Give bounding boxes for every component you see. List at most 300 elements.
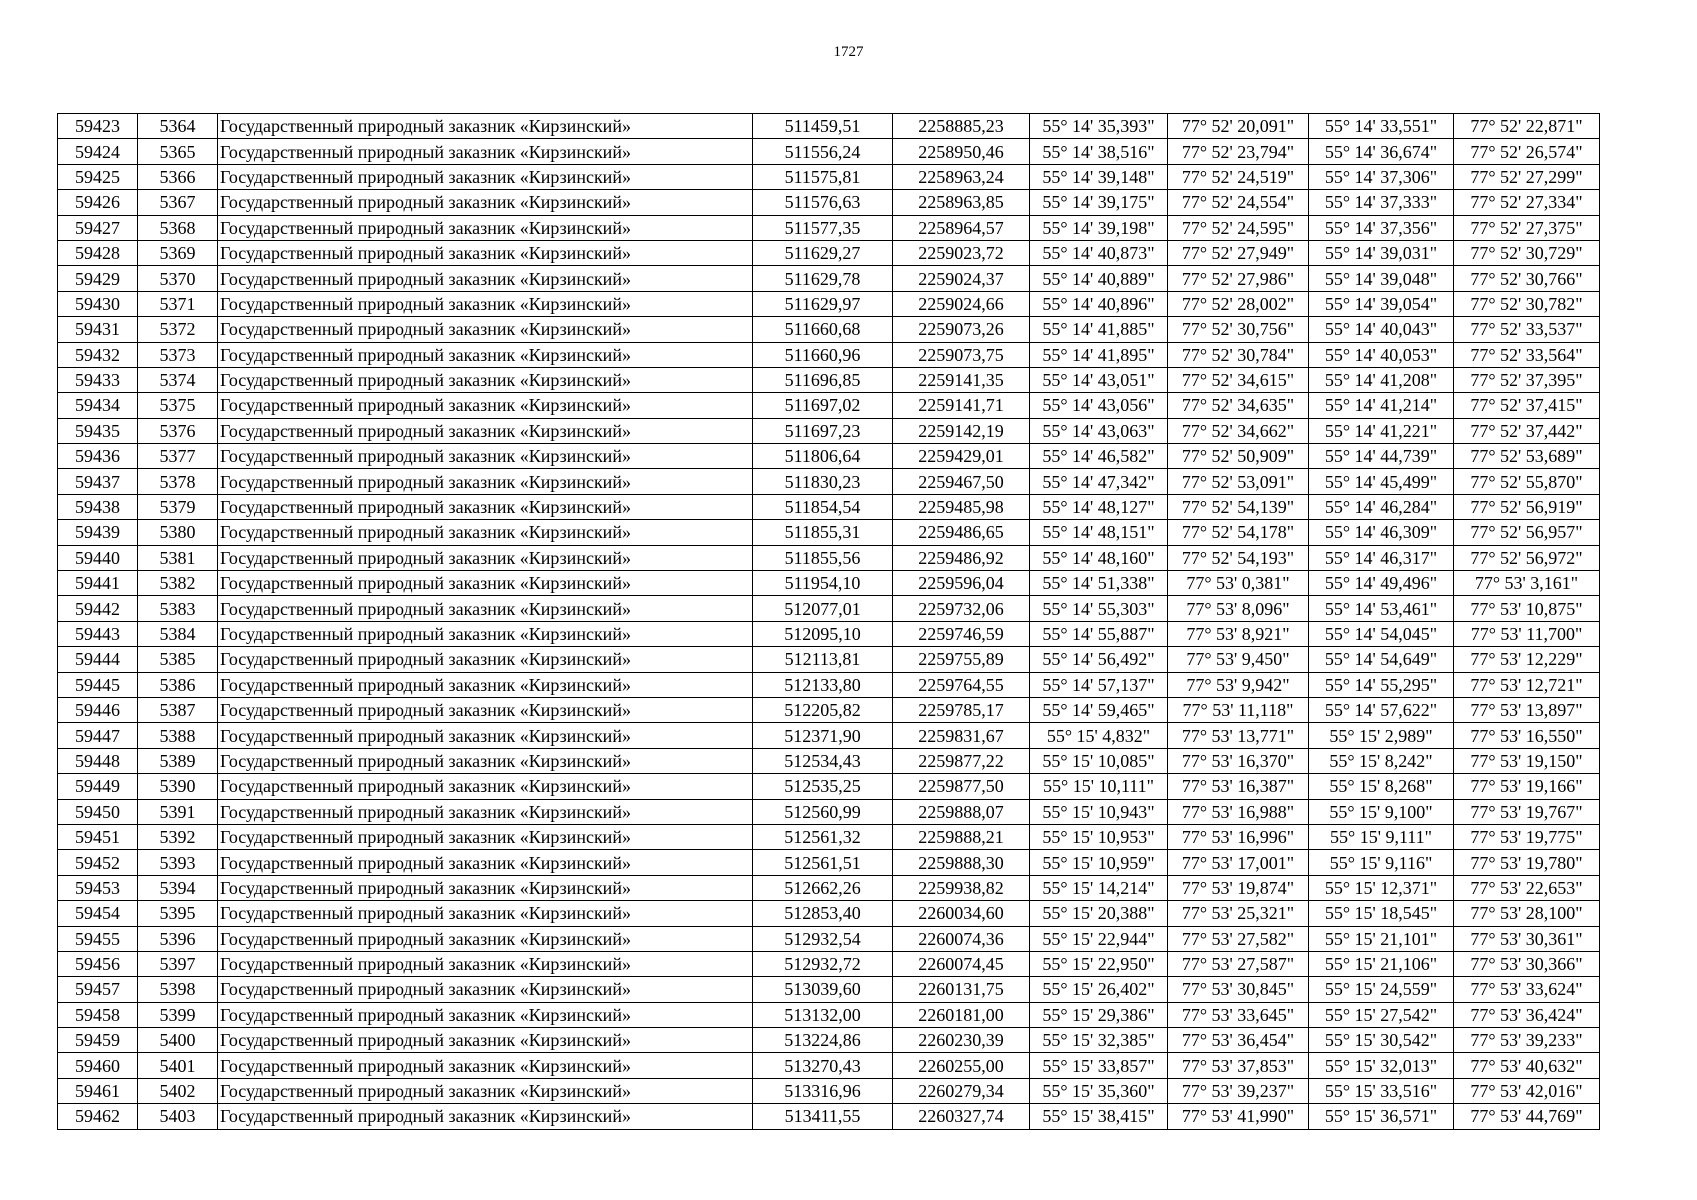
object-name-cell: Государственный природный заказник «Кирзинский»: [218, 520, 753, 545]
longitude-1-cell: 77° 52' 54,193": [1168, 545, 1309, 570]
object-name-cell: Государственный природный заказник «Кирзинский»: [218, 418, 753, 443]
object-name-cell: Государственный природный заказник «Кирзинский»: [218, 824, 753, 849]
x-coordinate-cell: 512077,01: [753, 596, 893, 621]
y-coordinate-cell: 2260181,00: [893, 1002, 1030, 1027]
latitude-2-cell: 55° 14' 41,214": [1309, 393, 1454, 418]
latitude-2-cell: 55° 14' 44,739": [1309, 444, 1454, 469]
row-id-cell: 59439: [58, 520, 138, 545]
longitude-1-cell: 77° 53' 33,645": [1168, 1002, 1309, 1027]
x-coordinate-cell: 512561,51: [753, 850, 893, 875]
x-coordinate-cell: 511697,02: [753, 393, 893, 418]
point-number-cell: 5395: [138, 901, 218, 926]
longitude-1-cell: 77° 53' 11,118": [1168, 697, 1309, 722]
point-number-cell: 5368: [138, 215, 218, 240]
latitude-2-cell: 55° 15' 9,116": [1309, 850, 1454, 875]
point-number-cell: 5400: [138, 1028, 218, 1053]
longitude-1-cell: 77° 53' 9,450": [1168, 647, 1309, 672]
row-id-cell: 59431: [58, 317, 138, 342]
object-name-cell: Государственный природный заказник «Кирзинский»: [218, 901, 753, 926]
x-coordinate-cell: 511629,27: [753, 240, 893, 265]
table-row: [58, 520, 1600, 545]
y-coordinate-cell: 2259486,92: [893, 545, 1030, 570]
x-coordinate-cell: 511577,35: [753, 215, 893, 240]
longitude-1-cell: 77° 53' 16,370": [1168, 748, 1309, 773]
longitude-1-cell: 77° 52' 27,949": [1168, 240, 1309, 265]
table-row: [58, 571, 1600, 596]
point-number-cell: 5388: [138, 723, 218, 748]
latitude-2-cell: 55° 14' 37,306": [1309, 164, 1454, 189]
x-coordinate-cell: 511575,81: [753, 164, 893, 189]
point-number-cell: 5394: [138, 875, 218, 900]
latitude-2-cell: 55° 15' 9,100": [1309, 799, 1454, 824]
object-name-cell: Государственный природный заказник «Кирзинский»: [218, 672, 753, 697]
longitude-1-cell: 77° 53' 8,096": [1168, 596, 1309, 621]
table-row: [58, 393, 1600, 418]
point-number-cell: 5379: [138, 494, 218, 519]
point-number-cell: 5397: [138, 951, 218, 976]
longitude-2-cell: 77° 53' 16,550": [1454, 723, 1600, 748]
table-row: [58, 545, 1600, 570]
latitude-1-cell: 55° 14' 40,889": [1030, 266, 1168, 291]
point-number-cell: 5384: [138, 621, 218, 646]
object-name-cell: Государственный природный заказник «Кирзинский»: [218, 139, 753, 164]
longitude-2-cell: 77° 53' 40,632": [1454, 1053, 1600, 1078]
latitude-2-cell: 55° 15' 24,559": [1309, 977, 1454, 1002]
point-number-cell: 5389: [138, 748, 218, 773]
latitude-2-cell: 55° 14' 53,461": [1309, 596, 1454, 621]
row-id-cell: 59425: [58, 164, 138, 189]
table-row: [58, 850, 1600, 875]
object-name-cell: Государственный природный заказник «Кирзинский»: [218, 621, 753, 646]
table-row: [58, 1028, 1600, 1053]
latitude-1-cell: 55° 14' 51,338": [1030, 571, 1168, 596]
point-number-cell: 5398: [138, 977, 218, 1002]
object-name-cell: Государственный природный заказник «Кирзинский»: [218, 1002, 753, 1027]
table-row: [58, 1078, 1600, 1103]
object-name-cell: Государственный природный заказник «Кирзинский»: [218, 164, 753, 189]
y-coordinate-cell: 2260074,36: [893, 926, 1030, 951]
latitude-1-cell: 55° 15' 4,832": [1030, 723, 1168, 748]
y-coordinate-cell: 2258950,46: [893, 139, 1030, 164]
latitude-1-cell: 55° 14' 40,873": [1030, 240, 1168, 265]
object-name-cell: Государственный природный заказник «Кирзинский»: [218, 850, 753, 875]
point-number-cell: 5371: [138, 291, 218, 316]
object-name-cell: Государственный природный заказник «Кирзинский»: [218, 469, 753, 494]
latitude-1-cell: 55° 14' 38,516": [1030, 139, 1168, 164]
latitude-2-cell: 55° 15' 21,106": [1309, 951, 1454, 976]
x-coordinate-cell: 511660,68: [753, 317, 893, 342]
latitude-2-cell: 55° 15' 27,542": [1309, 1002, 1454, 1027]
latitude-2-cell: 55° 14' 46,317": [1309, 545, 1454, 570]
longitude-1-cell: 77° 53' 17,001": [1168, 850, 1309, 875]
y-coordinate-cell: 2259831,67: [893, 723, 1030, 748]
y-coordinate-cell: 2258964,57: [893, 215, 1030, 240]
longitude-1-cell: 77° 53' 36,454": [1168, 1028, 1309, 1053]
y-coordinate-cell: 2259755,89: [893, 647, 1030, 672]
object-name-cell: Государственный природный заказник «Кирзинский»: [218, 1078, 753, 1103]
x-coordinate-cell: 513224,86: [753, 1028, 893, 1053]
longitude-2-cell: 77° 53' 39,233": [1454, 1028, 1600, 1053]
longitude-1-cell: 77° 53' 13,771": [1168, 723, 1309, 748]
table-row: [58, 901, 1600, 926]
longitude-1-cell: 77° 53' 0,381": [1168, 571, 1309, 596]
object-name-cell: Государственный природный заказник «Кирзинский»: [218, 367, 753, 392]
latitude-1-cell: 55° 15' 22,950": [1030, 951, 1168, 976]
longitude-2-cell: 77° 52' 56,919": [1454, 494, 1600, 519]
x-coordinate-cell: 511696,85: [753, 367, 893, 392]
table-row: [58, 748, 1600, 773]
x-coordinate-cell: 511855,31: [753, 520, 893, 545]
x-coordinate-cell: 513411,55: [753, 1104, 893, 1129]
longitude-1-cell: 77° 53' 39,237": [1168, 1078, 1309, 1103]
x-coordinate-cell: 511459,51: [753, 114, 893, 139]
point-number-cell: 5378: [138, 469, 218, 494]
row-id-cell: 59433: [58, 367, 138, 392]
longitude-2-cell: 77° 52' 22,871": [1454, 114, 1600, 139]
table-body: [58, 114, 1600, 1130]
x-coordinate-cell: 511556,24: [753, 139, 893, 164]
point-number-cell: 5373: [138, 342, 218, 367]
latitude-1-cell: 55° 14' 39,175": [1030, 190, 1168, 215]
row-id-cell: 59428: [58, 240, 138, 265]
table-row: [58, 418, 1600, 443]
latitude-1-cell: 55° 15' 38,415": [1030, 1104, 1168, 1129]
longitude-1-cell: 77° 53' 9,942": [1168, 672, 1309, 697]
y-coordinate-cell: 2258963,24: [893, 164, 1030, 189]
row-id-cell: 59423: [58, 114, 138, 139]
point-number-cell: 5402: [138, 1078, 218, 1103]
latitude-1-cell: 55° 14' 48,160": [1030, 545, 1168, 570]
latitude-1-cell: 55° 14' 47,342": [1030, 469, 1168, 494]
object-name-cell: Государственный природный заказник «Кирзинский»: [218, 875, 753, 900]
object-name-cell: Государственный природный заказник «Кирзинский»: [218, 114, 753, 139]
longitude-1-cell: 77° 53' 41,990": [1168, 1104, 1309, 1129]
y-coordinate-cell: 2259764,55: [893, 672, 1030, 697]
x-coordinate-cell: 511855,56: [753, 545, 893, 570]
y-coordinate-cell: 2259141,35: [893, 367, 1030, 392]
latitude-1-cell: 55° 14' 39,198": [1030, 215, 1168, 240]
object-name-cell: Государственный природный заказник «Кирзинский»: [218, 596, 753, 621]
latitude-1-cell: 55° 15' 32,385": [1030, 1028, 1168, 1053]
latitude-2-cell: 55° 14' 37,356": [1309, 215, 1454, 240]
point-number-cell: 5380: [138, 520, 218, 545]
latitude-2-cell: 55° 14' 41,208": [1309, 367, 1454, 392]
latitude-2-cell: 55° 14' 57,622": [1309, 697, 1454, 722]
table-row: [58, 367, 1600, 392]
latitude-2-cell: 55° 15' 9,111": [1309, 824, 1454, 849]
y-coordinate-cell: 2259485,98: [893, 494, 1030, 519]
y-coordinate-cell: 2259024,37: [893, 266, 1030, 291]
latitude-2-cell: 55° 15' 8,242": [1309, 748, 1454, 773]
latitude-2-cell: 55° 15' 18,545": [1309, 901, 1454, 926]
latitude-1-cell: 55° 15' 10,953": [1030, 824, 1168, 849]
row-id-cell: 59438: [58, 494, 138, 519]
longitude-2-cell: 77° 53' 11,700": [1454, 621, 1600, 646]
point-number-cell: 5381: [138, 545, 218, 570]
point-number-cell: 5370: [138, 266, 218, 291]
point-number-cell: 5374: [138, 367, 218, 392]
x-coordinate-cell: 512534,43: [753, 748, 893, 773]
y-coordinate-cell: 2259023,72: [893, 240, 1030, 265]
object-name-cell: Государственный природный заказник «Кирзинский»: [218, 291, 753, 316]
longitude-2-cell: 77° 52' 37,395": [1454, 367, 1600, 392]
latitude-1-cell: 55° 14' 55,887": [1030, 621, 1168, 646]
point-number-cell: 5387: [138, 697, 218, 722]
longitude-1-cell: 77° 52' 30,756": [1168, 317, 1309, 342]
object-name-cell: Государственный природный заказник «Кирзинский»: [218, 774, 753, 799]
x-coordinate-cell: 512095,10: [753, 621, 893, 646]
row-id-cell: 59444: [58, 647, 138, 672]
x-coordinate-cell: 511629,78: [753, 266, 893, 291]
point-number-cell: 5364: [138, 114, 218, 139]
y-coordinate-cell: 2260230,39: [893, 1028, 1030, 1053]
row-id-cell: 59455: [58, 926, 138, 951]
object-name-cell: Государственный природный заказник «Кирзинский»: [218, 571, 753, 596]
y-coordinate-cell: 2259073,75: [893, 342, 1030, 367]
table-row: [58, 291, 1600, 316]
table-row: [58, 190, 1600, 215]
table-row: [58, 114, 1600, 139]
latitude-2-cell: 55° 15' 2,989": [1309, 723, 1454, 748]
row-id-cell: 59459: [58, 1028, 138, 1053]
row-id-cell: 59454: [58, 901, 138, 926]
latitude-1-cell: 55° 15' 10,111": [1030, 774, 1168, 799]
table-row: [58, 774, 1600, 799]
object-name-cell: Государственный природный заказник «Кирзинский»: [218, 342, 753, 367]
y-coordinate-cell: 2259888,30: [893, 850, 1030, 875]
row-id-cell: 59457: [58, 977, 138, 1002]
latitude-2-cell: 55° 15' 32,013": [1309, 1053, 1454, 1078]
longitude-1-cell: 77° 53' 27,582": [1168, 926, 1309, 951]
table-row: [58, 342, 1600, 367]
longitude-2-cell: 77° 53' 19,780": [1454, 850, 1600, 875]
y-coordinate-cell: 2259141,71: [893, 393, 1030, 418]
point-number-cell: 5372: [138, 317, 218, 342]
latitude-2-cell: 55° 14' 46,309": [1309, 520, 1454, 545]
longitude-1-cell: 77° 52' 50,909": [1168, 444, 1309, 469]
table-row: [58, 596, 1600, 621]
object-name-cell: Государственный природный заказник «Кирзинский»: [218, 1053, 753, 1078]
x-coordinate-cell: 513132,00: [753, 1002, 893, 1027]
object-name-cell: Государственный природный заказник «Кирзинский»: [218, 240, 753, 265]
table-row: [58, 494, 1600, 519]
y-coordinate-cell: 2259888,21: [893, 824, 1030, 849]
point-number-cell: 5393: [138, 850, 218, 875]
table-row: [58, 139, 1600, 164]
latitude-1-cell: 55° 14' 43,056": [1030, 393, 1168, 418]
object-name-cell: Государственный природный заказник «Кирзинский»: [218, 215, 753, 240]
row-id-cell: 59450: [58, 799, 138, 824]
longitude-2-cell: 77° 53' 19,767": [1454, 799, 1600, 824]
latitude-1-cell: 55° 15' 35,360": [1030, 1078, 1168, 1103]
latitude-2-cell: 55° 14' 37,333": [1309, 190, 1454, 215]
latitude-2-cell: 55° 14' 54,045": [1309, 621, 1454, 646]
point-number-cell: 5392: [138, 824, 218, 849]
row-id-cell: 59430: [58, 291, 138, 316]
latitude-1-cell: 55° 14' 41,885": [1030, 317, 1168, 342]
latitude-2-cell: 55° 14' 39,048": [1309, 266, 1454, 291]
point-number-cell: 5376: [138, 418, 218, 443]
x-coordinate-cell: 512932,72: [753, 951, 893, 976]
longitude-2-cell: 77° 52' 53,689": [1454, 444, 1600, 469]
y-coordinate-cell: 2260327,74: [893, 1104, 1030, 1129]
latitude-2-cell: 55° 14' 40,043": [1309, 317, 1454, 342]
x-coordinate-cell: 512371,90: [753, 723, 893, 748]
longitude-2-cell: 77° 53' 36,424": [1454, 1002, 1600, 1027]
row-id-cell: 59424: [58, 139, 138, 164]
longitude-1-cell: 77° 52' 54,139": [1168, 494, 1309, 519]
x-coordinate-cell: 511660,96: [753, 342, 893, 367]
longitude-2-cell: 77° 52' 33,537": [1454, 317, 1600, 342]
table-row: [58, 444, 1600, 469]
longitude-2-cell: 77° 53' 30,366": [1454, 951, 1600, 976]
table-row: [58, 317, 1600, 342]
table-row: [58, 240, 1600, 265]
object-name-cell: Государственный природный заказник «Кирзинский»: [218, 545, 753, 570]
coordinates-table: [57, 113, 1600, 1130]
row-id-cell: 59437: [58, 469, 138, 494]
longitude-1-cell: 77° 52' 20,091": [1168, 114, 1309, 139]
object-name-cell: Государственный природный заказник «Кирзинский»: [218, 444, 753, 469]
latitude-1-cell: 55° 14' 35,393": [1030, 114, 1168, 139]
object-name-cell: Государственный природный заказник «Кирзинский»: [218, 1028, 753, 1053]
latitude-1-cell: 55° 14' 40,896": [1030, 291, 1168, 316]
latitude-2-cell: 55° 14' 41,221": [1309, 418, 1454, 443]
latitude-1-cell: 55° 14' 59,465": [1030, 697, 1168, 722]
table-row: [58, 926, 1600, 951]
table-row: [58, 799, 1600, 824]
longitude-2-cell: 77° 53' 33,624": [1454, 977, 1600, 1002]
longitude-2-cell: 77° 53' 12,721": [1454, 672, 1600, 697]
latitude-2-cell: 55° 14' 39,031": [1309, 240, 1454, 265]
row-id-cell: 59456: [58, 951, 138, 976]
latitude-2-cell: 55° 15' 36,571": [1309, 1104, 1454, 1129]
point-number-cell: 5367: [138, 190, 218, 215]
latitude-1-cell: 55° 14' 43,063": [1030, 418, 1168, 443]
x-coordinate-cell: 512535,25: [753, 774, 893, 799]
longitude-1-cell: 77° 52' 23,794": [1168, 139, 1309, 164]
x-coordinate-cell: 513039,60: [753, 977, 893, 1002]
x-coordinate-cell: 511954,10: [753, 571, 893, 596]
table-row: [58, 723, 1600, 748]
longitude-2-cell: 77° 52' 27,299": [1454, 164, 1600, 189]
table-row: [58, 977, 1600, 1002]
latitude-1-cell: 55° 15' 10,959": [1030, 850, 1168, 875]
longitude-1-cell: 77° 52' 34,615": [1168, 367, 1309, 392]
longitude-1-cell: 77° 52' 28,002": [1168, 291, 1309, 316]
point-number-cell: 5403: [138, 1104, 218, 1129]
row-id-cell: 59446: [58, 697, 138, 722]
x-coordinate-cell: 511854,54: [753, 494, 893, 519]
y-coordinate-cell: 2259073,26: [893, 317, 1030, 342]
row-id-cell: 59458: [58, 1002, 138, 1027]
object-name-cell: Государственный природный заказник «Кирзинский»: [218, 977, 753, 1002]
x-coordinate-cell: 512561,32: [753, 824, 893, 849]
longitude-2-cell: 77° 52' 26,574": [1454, 139, 1600, 164]
latitude-1-cell: 55° 15' 22,944": [1030, 926, 1168, 951]
point-number-cell: 5377: [138, 444, 218, 469]
longitude-2-cell: 77° 53' 12,229": [1454, 647, 1600, 672]
object-name-cell: Государственный природный заказник «Кирзинский»: [218, 926, 753, 951]
page-number: 1727: [833, 44, 864, 60]
object-name-cell: Государственный природный заказник «Кирзинский»: [218, 393, 753, 418]
row-id-cell: 59426: [58, 190, 138, 215]
latitude-1-cell: 55° 14' 46,582": [1030, 444, 1168, 469]
object-name-cell: Государственный природный заказник «Кирзинский»: [218, 266, 753, 291]
row-id-cell: 59445: [58, 672, 138, 697]
x-coordinate-cell: 513316,96: [753, 1078, 893, 1103]
longitude-2-cell: 77° 52' 37,442": [1454, 418, 1600, 443]
x-coordinate-cell: 511697,23: [753, 418, 893, 443]
x-coordinate-cell: 512560,99: [753, 799, 893, 824]
y-coordinate-cell: 2259938,82: [893, 875, 1030, 900]
row-id-cell: 59449: [58, 774, 138, 799]
latitude-2-cell: 55° 14' 54,649": [1309, 647, 1454, 672]
latitude-1-cell: 55° 15' 10,943": [1030, 799, 1168, 824]
row-id-cell: 59447: [58, 723, 138, 748]
latitude-2-cell: 55° 14' 46,284": [1309, 494, 1454, 519]
x-coordinate-cell: 511629,97: [753, 291, 893, 316]
y-coordinate-cell: 2259596,04: [893, 571, 1030, 596]
latitude-2-cell: 55° 14' 55,295": [1309, 672, 1454, 697]
longitude-2-cell: 77° 52' 56,957": [1454, 520, 1600, 545]
x-coordinate-cell: 511806,64: [753, 444, 893, 469]
row-id-cell: 59453: [58, 875, 138, 900]
table-row: [58, 1104, 1600, 1129]
y-coordinate-cell: 2260034,60: [893, 901, 1030, 926]
latitude-1-cell: 55° 15' 33,857": [1030, 1053, 1168, 1078]
y-coordinate-cell: 2259785,17: [893, 697, 1030, 722]
y-coordinate-cell: 2259024,66: [893, 291, 1030, 316]
latitude-1-cell: 55° 14' 41,895": [1030, 342, 1168, 367]
y-coordinate-cell: 2259142,19: [893, 418, 1030, 443]
latitude-2-cell: 55° 14' 39,054": [1309, 291, 1454, 316]
object-name-cell: Государственный природный заказник «Кирзинский»: [218, 951, 753, 976]
longitude-2-cell: 77° 53' 28,100": [1454, 901, 1600, 926]
longitude-2-cell: 77° 53' 3,161": [1454, 571, 1600, 596]
longitude-1-cell: 77° 52' 53,091": [1168, 469, 1309, 494]
x-coordinate-cell: 512662,26: [753, 875, 893, 900]
object-name-cell: Государственный природный заказник «Кирзинский»: [218, 190, 753, 215]
point-number-cell: 5365: [138, 139, 218, 164]
row-id-cell: 59448: [58, 748, 138, 773]
object-name-cell: Государственный природный заказник «Кирзинский»: [218, 494, 753, 519]
row-id-cell: 59436: [58, 444, 138, 469]
longitude-2-cell: 77° 53' 19,775": [1454, 824, 1600, 849]
point-number-cell: 5401: [138, 1053, 218, 1078]
latitude-2-cell: 55° 15' 21,101": [1309, 926, 1454, 951]
longitude-1-cell: 77° 52' 24,595": [1168, 215, 1309, 240]
y-coordinate-cell: 2258885,23: [893, 114, 1030, 139]
row-id-cell: 59443: [58, 621, 138, 646]
latitude-2-cell: 55° 15' 12,371": [1309, 875, 1454, 900]
longitude-2-cell: 77° 52' 55,870": [1454, 469, 1600, 494]
latitude-1-cell: 55° 14' 43,051": [1030, 367, 1168, 392]
x-coordinate-cell: 511830,23: [753, 469, 893, 494]
point-number-cell: 5390: [138, 774, 218, 799]
longitude-1-cell: 77° 53' 30,845": [1168, 977, 1309, 1002]
y-coordinate-cell: 2260255,00: [893, 1053, 1030, 1078]
row-id-cell: 59441: [58, 571, 138, 596]
longitude-2-cell: 77° 53' 19,150": [1454, 748, 1600, 773]
longitude-2-cell: 77° 52' 33,564": [1454, 342, 1600, 367]
longitude-1-cell: 77° 53' 37,853": [1168, 1053, 1309, 1078]
longitude-2-cell: 77° 52' 37,415": [1454, 393, 1600, 418]
latitude-2-cell: 55° 15' 30,542": [1309, 1028, 1454, 1053]
latitude-2-cell: 55° 14' 33,551": [1309, 114, 1454, 139]
y-coordinate-cell: 2259746,59: [893, 621, 1030, 646]
x-coordinate-cell: 512205,82: [753, 697, 893, 722]
